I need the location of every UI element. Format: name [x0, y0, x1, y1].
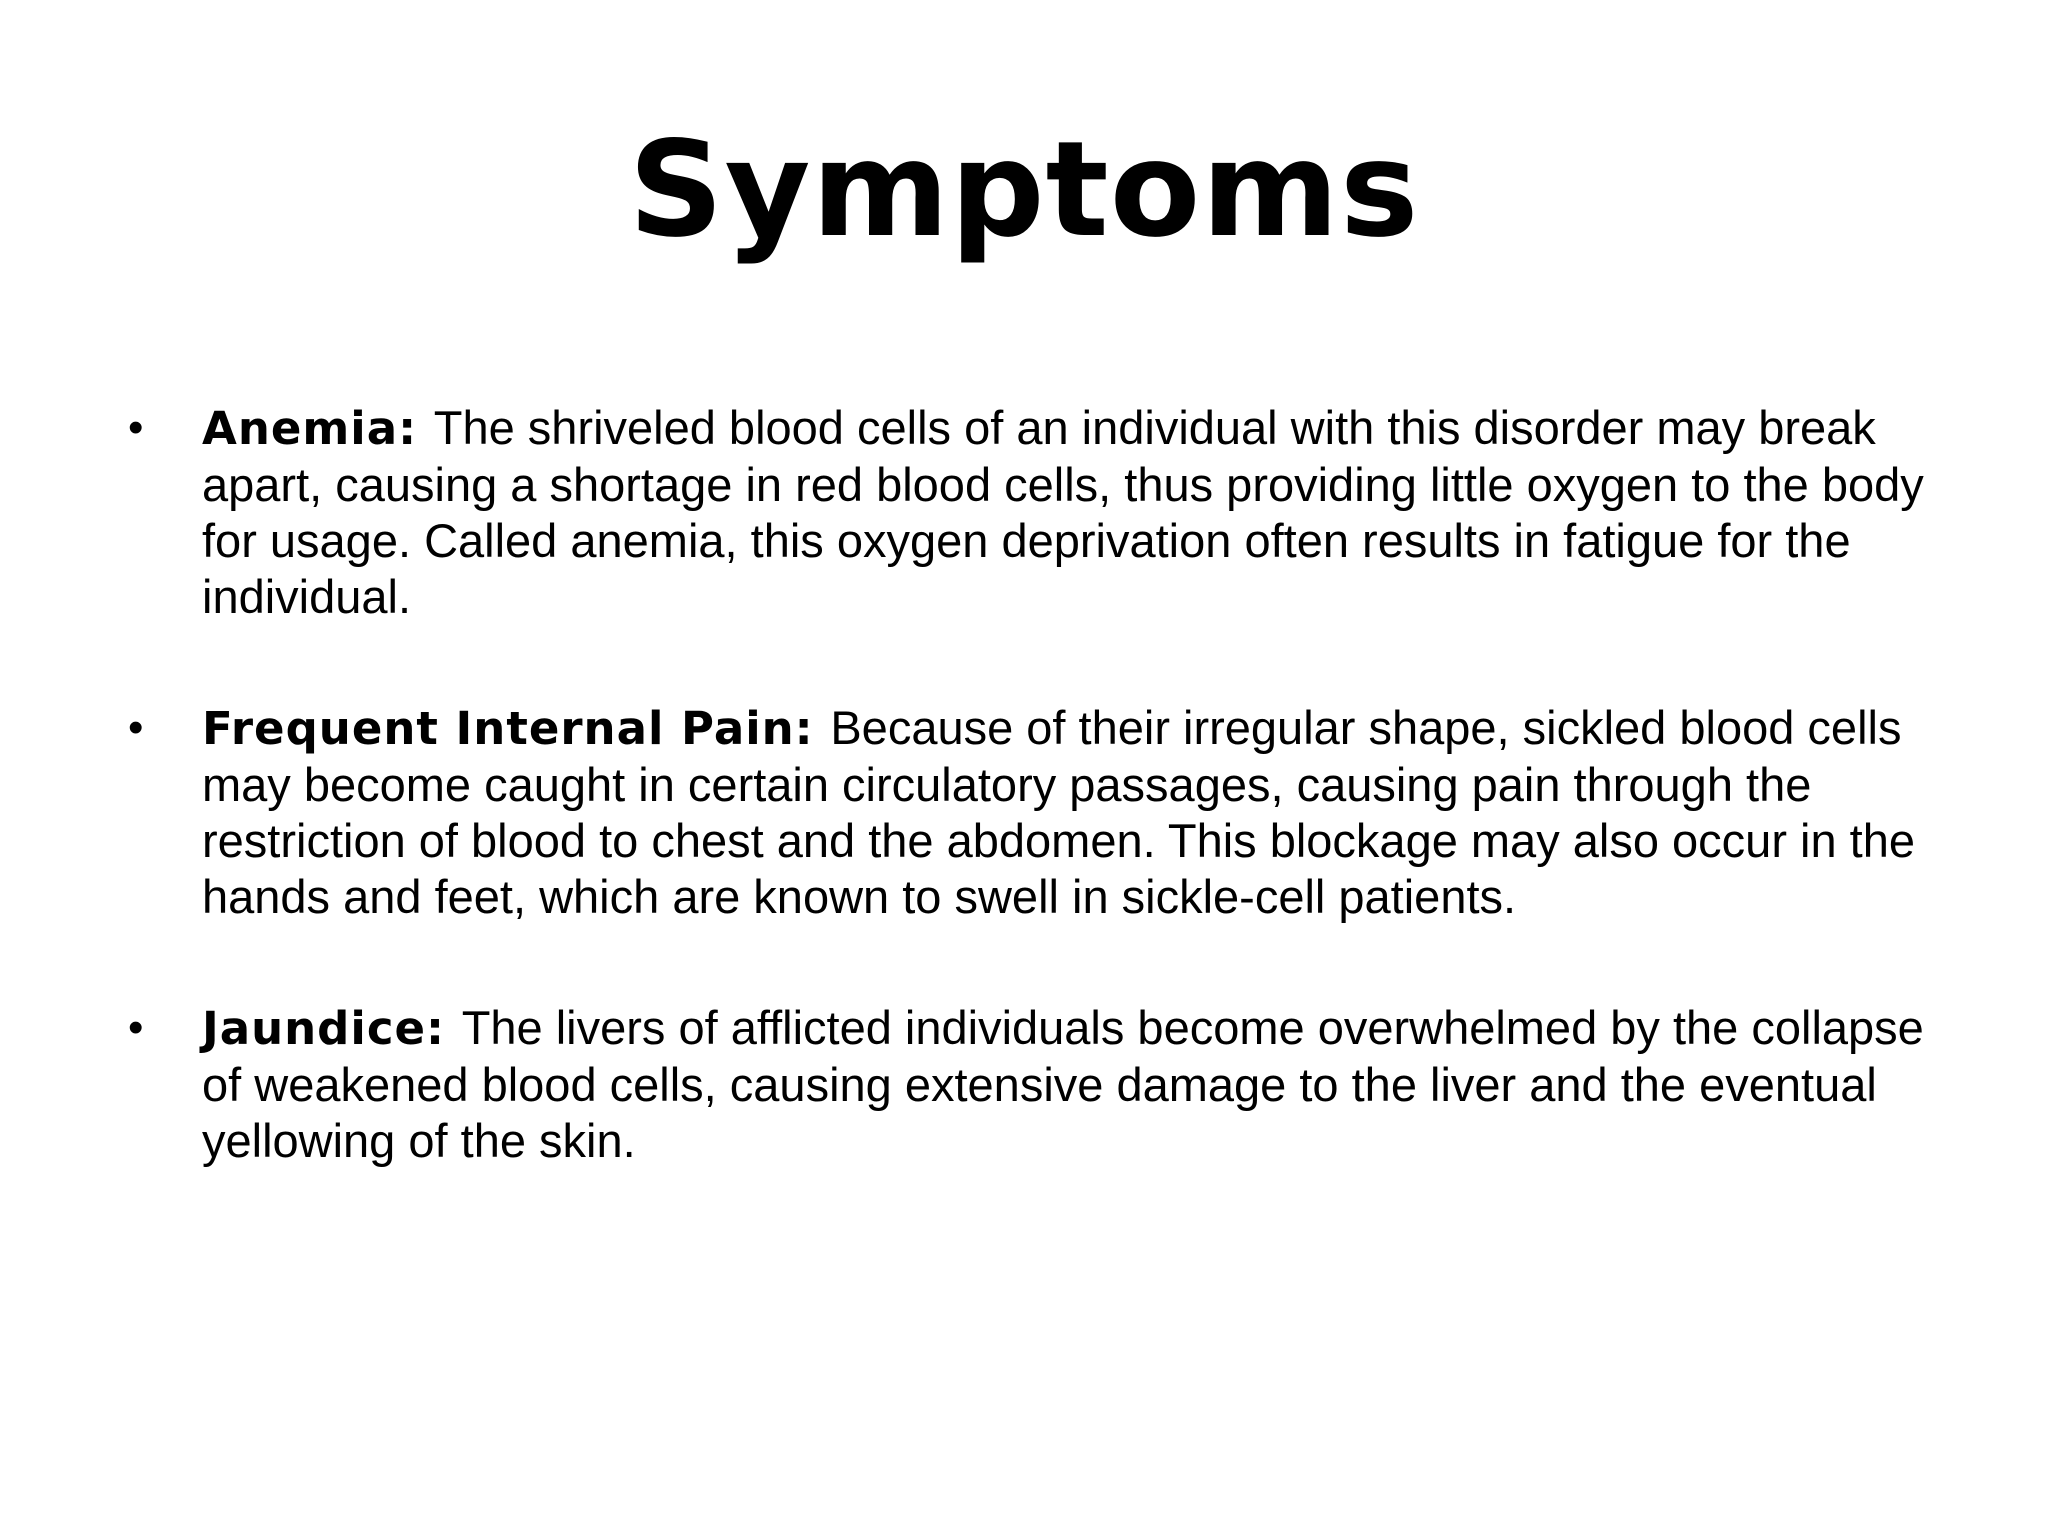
symptom-term: Jaundice: [202, 1002, 462, 1055]
symptom-description: Because of their irregular shape, sickled blood cells may become caught in certain circulatory passages, causing pain through the restriction of blood to chest and the abdomen. This blockage may also occur in the hands and feet, which are known to swell in sickle-cell patients. [202, 701, 1915, 923]
symptom-description: The shriveled blood cells of an individual with this disorder may break apart, causing a shortage in red blood cells, thus providing little oxygen to the body for usage. Called anemia, this oxygen deprivation often results in fatigue for the individual. [202, 401, 1924, 623]
symptom-item-frequent-internal-pain [128, 700, 1958, 925]
symptom-term: Anemia: [202, 402, 434, 455]
bullet-icon: • [128, 703, 144, 752]
symptom-term: Frequent Internal Pain: [202, 702, 831, 755]
symptom-list [128, 400, 1958, 1244]
symptom-item-jaundice [128, 1000, 1958, 1169]
slide-title: Symptoms [628, 113, 1420, 267]
bullet-icon: • [128, 1003, 144, 1052]
symptom-item-anemia [128, 400, 1958, 625]
symptom-description: The livers of afflicted individuals become overwhelmed by the collapse of weakened blood cells, causing extensive damage to the liver and the eventual yellowing of the skin. [202, 1001, 1924, 1167]
bullet-icon: • [128, 403, 144, 452]
